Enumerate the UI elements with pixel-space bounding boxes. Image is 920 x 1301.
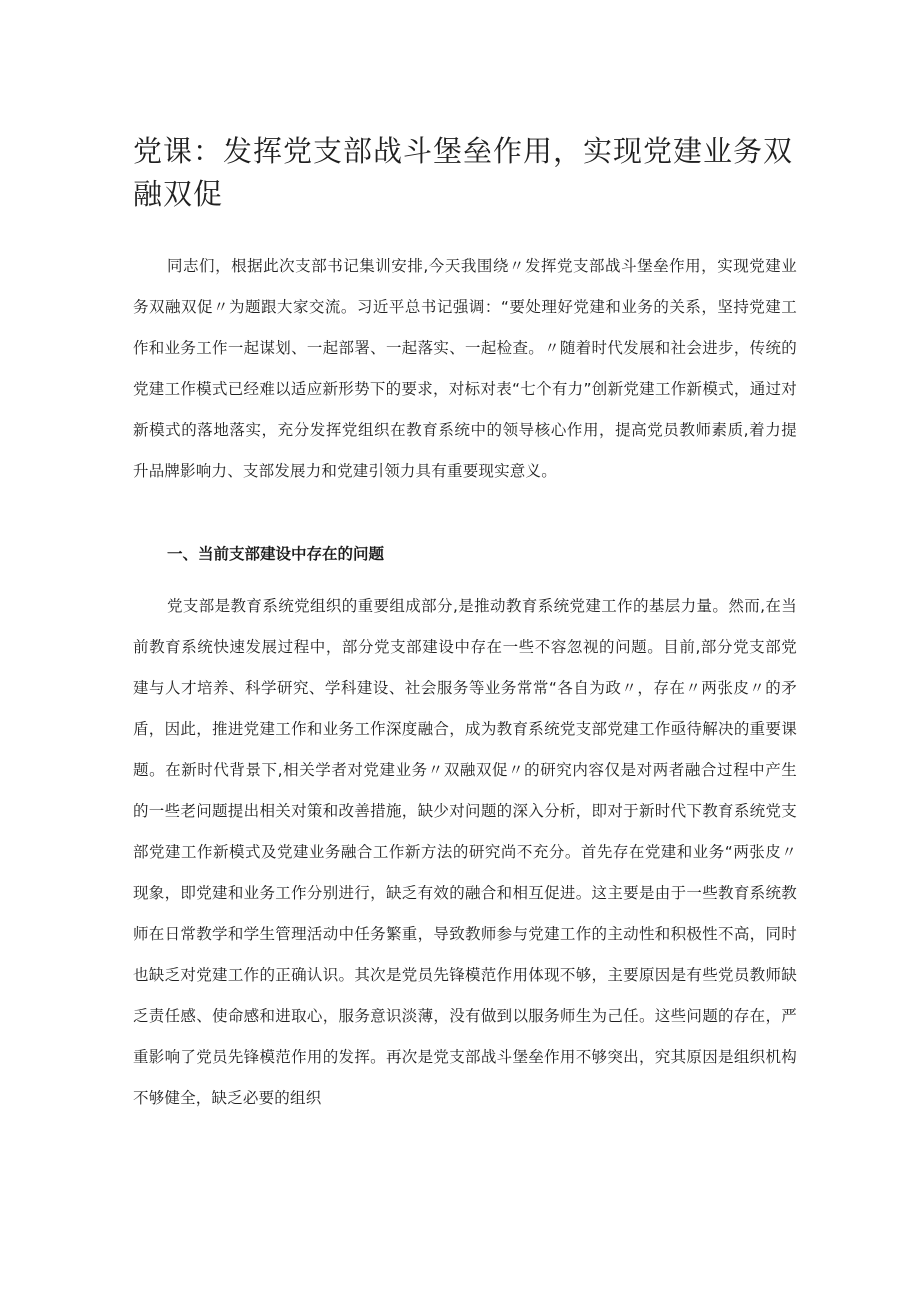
section-heading: 一、当前支部建设中存在的问题	[167, 545, 385, 563]
document-title: 党课：发挥党支部战斗堡垒作用，实现党建业务双融双促	[133, 134, 794, 211]
intro-paragraph: 同志们，根据此次支部书记集训安排,今天我围绕〃发挥党支部战斗堡垒作用，实现党建业务双融双促〃为题跟大家交流。习近平总书记强调：“要处理好党建和业务的关系，坚持党建工作和业务工作一起谋划、一起部署、一起落实、一起检查。〃随着时代发展和社会进步，传统的党建工作模式已经难以适应新形势下的要求，对标对表“七个有力”创新党建工作新模式，通过对新模式的落地落实，充分发挥党组织在教育系统中的领导核心作用，提高党员教师素质,着力提升品牌影响力、支部发展力和党建引领力具有重要现实意义。	[133, 257, 797, 480]
body-paragraph: 党支部是教育系统党组织的重要组成部分,是推动教育系统党建工作的基层力量。然而,在当前教育系统快速发展过程中，部分党支部建设中存在一些不容忽视的问题。目前,部分党支部党建与人才培养、科学研究、学科建设、社会服务等业务常常“各自为政〃，存在〃两张皮〃的矛盾，因此，推进党建工作和业务工作深度融合，成为教育系统党支部党建工作亟待解决的重要课题。在新时代背景下,相关学者对党建业务〃双融双促〃的研究内容仅是对两者融合过程中产生的一些老问题提出相关对策和改善措施，缺少对问题的深入分析，即对于新时代下教育系统党支部党建工作新模式及党建业务融合工作新方法的研究尚不充分。首先存在党建和业务“两张皮〃现象，即党建和业务工作分别进行，缺乏有效的融合和相互促进。这主要是由于一些教育系统教师在日常教学和学生管理活动中任务繁重，导致教师参与党建工作的主动性和积极性不高，同时也缺乏对党建工作的正确认识。其次是党员先锋模范作用体现不够，主要原因是有些党员教师缺乏责任感、使命感和进取心，服务意识淡薄，没有做到以服务师生为己任。这些问题的存在，严重影响了党员先锋模范作用的发挥。再次是党支部战斗堡垒作用不够突出，究其原因是组织机构不够健全，缺乏必要的组织	[133, 597, 797, 1107]
